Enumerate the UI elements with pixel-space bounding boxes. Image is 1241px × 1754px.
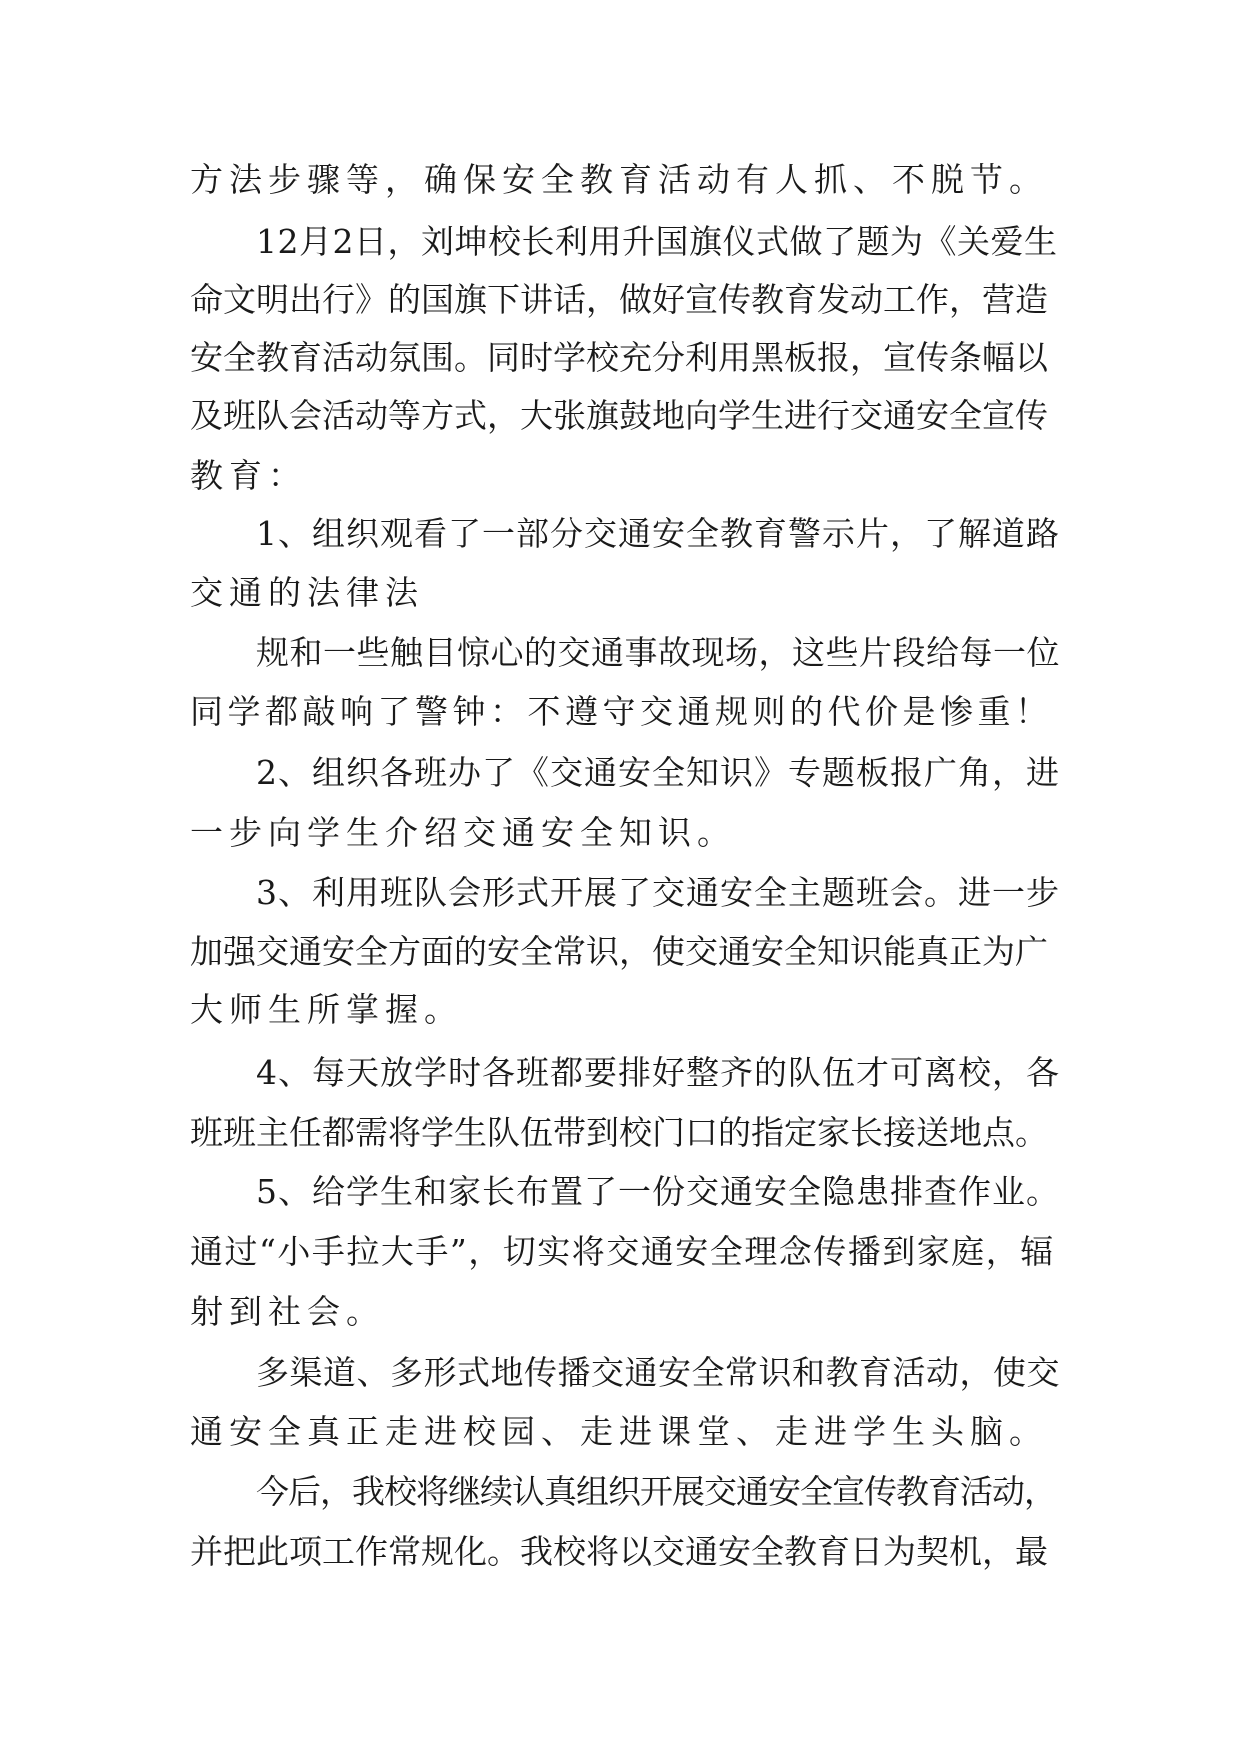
text-line: 大师生所掌握。 <box>190 990 463 1029</box>
text-line: 方法步骤等，确保安全教育活动有人抓、不脱节。 <box>190 160 1048 199</box>
text-line: 多渠道、多形式地传播交通安全常识和教育活动，使交 <box>256 1353 1060 1392</box>
text-line: 3、利用班队会形式开展了交通安全主题班会。进一步 <box>256 873 1060 912</box>
text-line: 1、组织观看了一部分交通安全教育警示片，了解道路 <box>256 514 1060 553</box>
text-line: 一步向学生介绍交通安全知识。 <box>190 813 736 852</box>
text-line: 通安全真正走进校园、走进课堂、走进学生头脑。 <box>190 1412 1048 1451</box>
text-line: 今后，我校将继续认真组织开展交通安全宣传教育活动， <box>256 1472 1056 1511</box>
text-line: 同学都敲响了警钟：不遵守交通规则的代价是惨重！ <box>190 692 1053 731</box>
text-line: 通过“小手拉大手”，切实将交通安全理念传播到家庭，辐 <box>190 1232 1055 1271</box>
text-line: 安全教育活动氛围。同时学校充分利用黑板报，宣传条幅以 <box>190 338 1048 377</box>
text-line: 5、给学生和家长布置了一份交通安全隐患排查作业。 <box>256 1172 1060 1211</box>
text-line: 2、组织各班办了《交通安全知识》专题板报广角，进 <box>256 753 1060 792</box>
text-line: 12月2日，刘坤校长利用升国旗仪式做了题为《关爱生 <box>256 222 1058 261</box>
text-line: 并把此项工作常规化。我校将以交通安全教育日为契机，最 <box>190 1532 1048 1571</box>
text-line: 加强交通安全方面的安全常识，使交通安全知识能真正为广 <box>190 932 1048 971</box>
text-line: 命文明出行》的国旗下讲话，做好宣传教育发动工作，营造 <box>190 280 1048 319</box>
text-line: 规和一些触目惊心的交通事故现场，这些片段给每一位 <box>256 633 1060 672</box>
text-line: 及班队会活动等方式，大张旗鼓地向学生进行交通安全宣传 <box>190 396 1048 435</box>
text-line: 4、每天放学时各班都要排好整齐的队伍才可离校，各 <box>256 1053 1060 1092</box>
text-line: 教育： <box>190 456 307 495</box>
text-line: 交通的法律法 <box>190 573 424 612</box>
text-line: 射到社会。 <box>190 1292 385 1331</box>
text-line: 班班主任都需将学生队伍带到校门口的指定家长接送地点。 <box>190 1113 1048 1152</box>
